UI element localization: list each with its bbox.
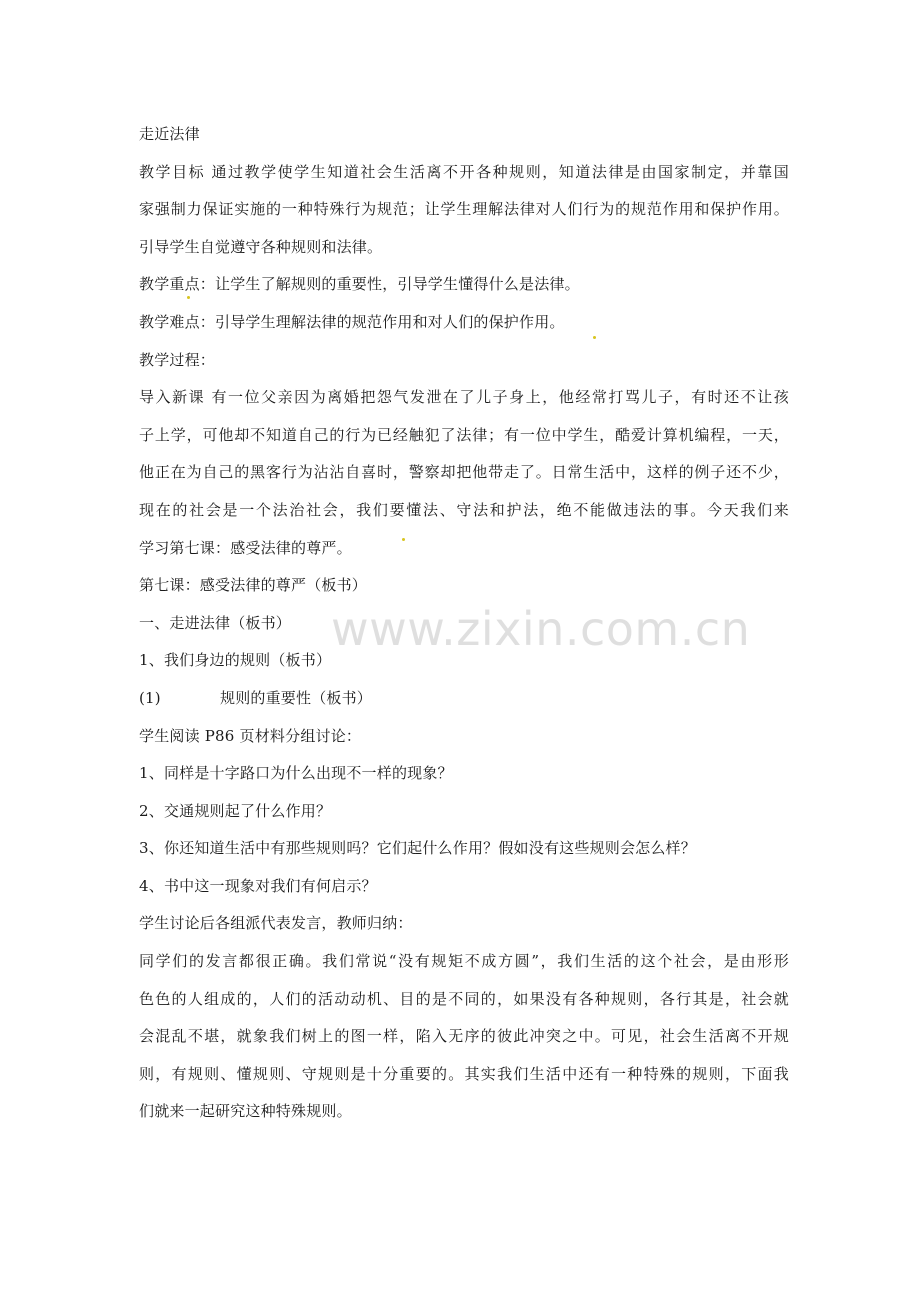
paragraph-line: 引导学生自觉遵守各种规则和法律。 xyxy=(139,237,383,256)
paragraph-line: 学生讨论后各组派代表发言，教师归纳： xyxy=(139,914,413,933)
item-number: (1) xyxy=(139,688,161,707)
discussion-question: 4、书中这一现象对我们有何启示？ xyxy=(139,876,377,895)
paragraph-line: 会混乱不堪，就象我们树上的图一样，陷入无序的彼此冲突之中。可见，社会生活离不开规 xyxy=(139,1027,789,1046)
discussion-question: 2、交通规则起了什么作用？ xyxy=(139,801,332,820)
paragraph-line: 学生阅读 P86 页材料分组讨论： xyxy=(139,726,362,745)
paragraph-line: 现在的社会是一个法治社会，我们要懂法、守法和护法，绝不能做违法的事。今天我们来 xyxy=(139,500,789,519)
section-heading: 第七课：感受法律的尊严（板书） xyxy=(139,576,368,595)
numbered-item xyxy=(139,680,789,718)
paragraph-line: 学习第七课：感受法律的尊严。 xyxy=(139,538,352,557)
speck-mark xyxy=(187,296,190,299)
paragraph-line: 他正在为自己的黑客行为沾沾自喜时，警察却把他带走了。日常生活中，这样的例子还不少， xyxy=(139,463,789,482)
watermark: www.zixin.com.cn xyxy=(331,602,751,656)
discussion-question: 1、同样是十字路口为什么出现不一样的现象？ xyxy=(139,764,453,783)
paragraph-line: 同学们的发言都很正确。我们常说“没有规矩不成方圆”，我们生活的这个社会，是由形形 xyxy=(139,952,789,971)
section-heading: 1、我们身边的规则（板书） xyxy=(139,651,332,670)
document-title: 走近法律 xyxy=(139,125,200,143)
paragraph-line: 教学重点：让学生了解规则的重要性，引导学生懂得什么是法律。 xyxy=(139,275,580,294)
paragraph-line: 教学过程： xyxy=(139,350,216,369)
paragraph-line: 色色的人组成的，人们的活动动机、目的是不同的，如果没有各种规则，各行其是，社会就 xyxy=(139,989,789,1008)
paragraph-line: 家强制力保证实施的一种特殊行为规范；让学生理解法律对人们行为的规范作用和保护作用。 xyxy=(139,200,789,219)
paragraph-line: 教学目标 通过教学使学生知道社会生活离不开各种规则，知道法律是由国家制定，并靠国 xyxy=(139,162,789,181)
paragraph-line: 们就来一起研究这种特殊规则。 xyxy=(139,1102,352,1121)
item-text: 规则的重要性（板书） xyxy=(220,688,373,707)
paragraph-line: 子上学，可他却不知道自己的行为已经触犯了法律；有一位中学生，酷爱计算机编程，一天， xyxy=(139,425,789,444)
paragraph-line: 教学难点：引导学生理解法律的规范作用和对人们的保护作用。 xyxy=(139,312,565,331)
section-heading: 一、走进法律（板书） xyxy=(139,613,292,632)
speck-mark xyxy=(402,538,405,541)
paragraph-line: 则，有规则、懂规则、守规则是十分重要的。其实我们生活中还有一种特殊的规则，下面我 xyxy=(139,1064,789,1083)
discussion-question: 3、你还知道生活中有那些规则吗？它们起什么作用？假如没有这些规则会怎么样？ xyxy=(139,839,696,858)
paragraph-line: 导入新课 有一位父亲因为离婚把怨气发泄在了儿子身上，他经常打骂儿子，有时还不让孩 xyxy=(139,388,789,407)
speck-mark xyxy=(593,336,596,339)
